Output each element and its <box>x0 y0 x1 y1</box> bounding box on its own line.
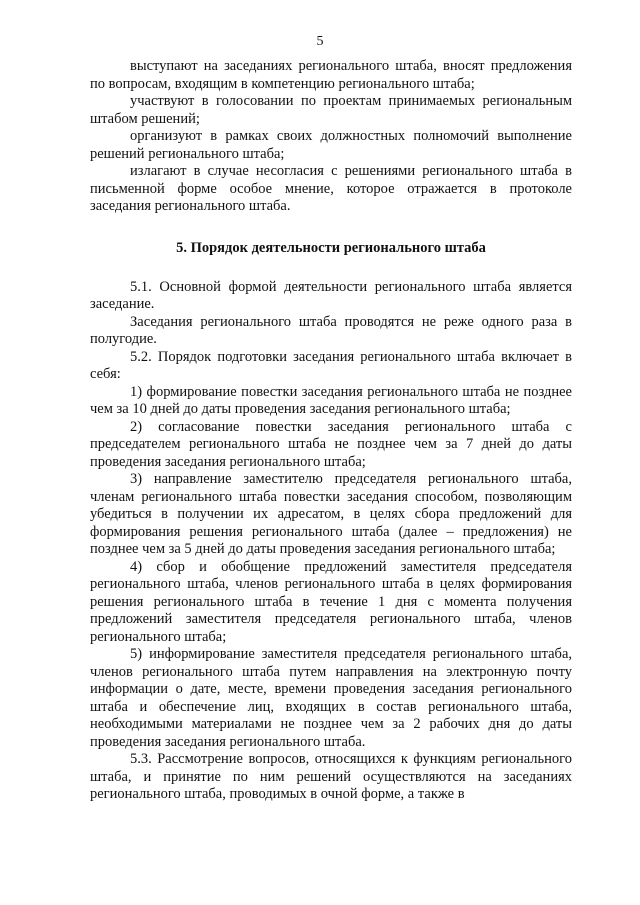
paragraph: 5) информирование заместителя председателя регионального штаба, членов регионального штаба путем направления на электронную почту информации о дате, месте, времени проведения заседания регионального штаба и обеспечение лиц, входящих в состав регионального штаба, необходимыми материалами не позднее чем за 2 рабочих дня до даты проведения заседания регионального штаба. <box>90 646 572 750</box>
document-body <box>90 58 572 804</box>
section-heading: 5. Порядок деятельности регионального штаба <box>176 239 486 256</box>
paragraph: излагают в случае несогласия с решениями регионального штаба в письменной форме особое мнение, которое отражается в протоколе заседания регионального штаба. <box>90 163 572 214</box>
paragraph: 4) сбор и обобщение предложений заместителя председателя регионального штаба, членов регионального штаба в целях формирования решения регионального штаба в течение 1 дня с момента получения предложений заместителя председателя регионального штаба, членов регионального штаба; <box>90 558 572 645</box>
paragraph: 3) направление заместителю председателя регионального штаба, членам регионального штаба повестки заседания способом, позволяющим убедиться в получении их адресатом, в целях сбора предложений для формирования решения регионального штаба (далее – предложения) не позднее чем за 5 дней до даты проведения заседания регионального штаба; <box>90 471 572 557</box>
paragraph: выступают на заседаниях регионального штаба, вносят предложения по вопросам, входящим в компетенцию регионального штаба; <box>90 58 572 92</box>
paragraph: 2) согласование повестки заседания регионального штаба с председателем регионального штаба не позднее чем за 7 дней до даты проведения заседания регионального штаба; <box>90 418 572 470</box>
paragraph: 5.1. Основной формой деятельности регионального штаба является заседание. <box>90 278 572 312</box>
paragraph: участвуют в голосовании по проектам принимаемых региональным штабом решений; <box>90 93 572 127</box>
paragraph: организуют в рамках своих должностных полномочий выполнение решений регионального штаба; <box>90 128 572 162</box>
paragraph: Заседания регионального штаба проводятся не реже одного раза в полугодие. <box>90 313 572 347</box>
paragraph: 5.2. Порядок подготовки заседания регионального штаба включает в себя: <box>90 348 572 382</box>
page-number: 5 <box>316 34 324 49</box>
paragraph: 1) формирование повестки заседания регионального штаба не позднее чем за 10 дней до даты проведения заседания регионального штаба; <box>90 383 572 417</box>
paragraph: 5.3. Рассмотрение вопросов, относящихся к функциям регионального штаба, и принятие по ним решений осуществляются на заседаниях регионального штаба, проводимых в очной форме, а также в <box>90 751 572 802</box>
